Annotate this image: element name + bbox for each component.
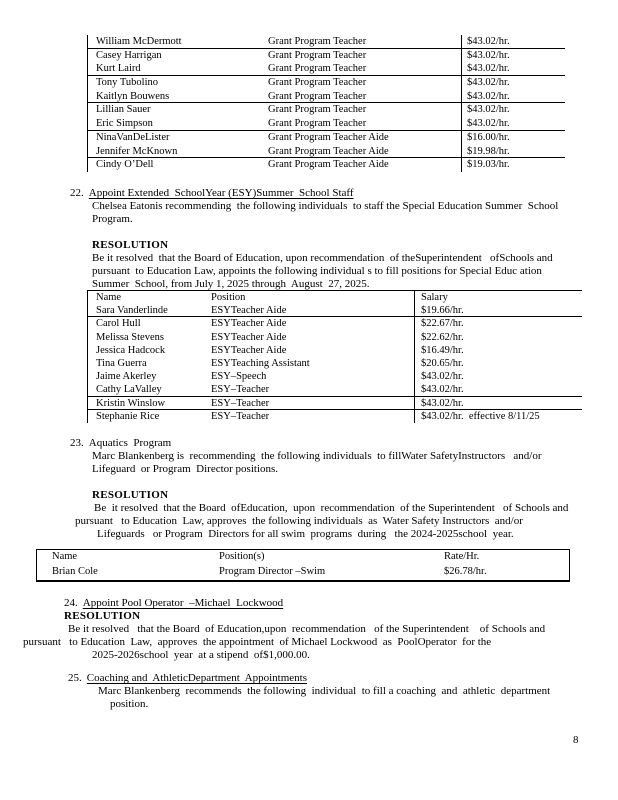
cell-position: ESY–Speech <box>211 371 267 383</box>
section-24-heading <box>64 597 283 610</box>
page-number: 8 <box>573 734 579 746</box>
cell-position: Grant Program Teacher <box>268 63 367 75</box>
cell-name: Jessica Hadcock <box>96 344 166 356</box>
section-title: Appoint Pool Operator –Michael Lockwood <box>82 597 284 609</box>
table-row <box>88 370 582 383</box>
table-row <box>88 317 582 330</box>
table-row <box>88 49 565 63</box>
section-24-resolution-line: Be it resolved that the Board of Education,upon recommendation of the Superintendent of Schools and <box>68 623 546 635</box>
cell-position: ESY–Teacher <box>211 384 270 396</box>
cell-name: Tony Tubolino <box>96 77 158 89</box>
section-title: Coaching and AthleticDepartment Appointments <box>86 672 308 684</box>
table-row <box>88 103 565 117</box>
table-header-row <box>88 291 582 304</box>
header-rate: Rate/Hr. <box>444 551 480 562</box>
aquatics-table <box>36 549 570 582</box>
header-name: Name <box>96 292 122 303</box>
cell-name: Casey Harrigan <box>96 49 162 61</box>
cell-position: Grant Program Teacher <box>268 90 367 102</box>
cell-position: Grant Program Teacher <box>268 77 367 89</box>
esy-staff-table <box>87 290 582 423</box>
cell-rate: $26.78/hr. <box>444 566 487 577</box>
table-row <box>37 565 569 580</box>
cell-salary: $22.67/hr. <box>414 317 582 330</box>
cell-name: Brian Cole <box>52 566 98 577</box>
cell-position: ESYTeacher Aide <box>211 318 287 330</box>
section-number: 24. <box>64 597 78 609</box>
cell-salary: $16.49/hr. <box>414 344 582 357</box>
section-23-resolution-line: Lifeguards or Program Directors for all swim programs during the 2024-2025school year. <box>97 528 514 540</box>
section-title: Appoint Extended SchoolYear (ESY)Summer School Staff <box>88 187 354 199</box>
section-22-heading <box>70 187 354 200</box>
table-header-row <box>37 550 569 565</box>
cell-salary: $43.02/hr. <box>414 370 582 383</box>
cell-position: Grant Program Teacher <box>268 104 367 116</box>
section-24-resolution-line: 2025-2026school year at a stipend of$1,000.00. <box>92 649 310 661</box>
cell-position: ESY–Teacher <box>211 410 270 422</box>
cell-rate: $43.02/hr. <box>461 62 565 75</box>
table-row <box>88 397 582 410</box>
cell-name: Cindy O’Dell <box>96 159 154 171</box>
cell-name: Stephanie Rice <box>96 410 160 422</box>
cell-position: ESYTeaching Assistant <box>211 357 310 369</box>
cell-position: Grant Program Teacher <box>268 49 367 61</box>
section-number: 25. <box>68 672 82 684</box>
cell-name: Sara Vanderlinde <box>96 305 168 317</box>
cell-name: Kurt Laird <box>96 63 141 75</box>
cell-name: Carol Hull <box>96 318 141 330</box>
cell-name: William McDermott <box>96 36 182 47</box>
section-23-resolution-line: Be it resolved that the Board ofEducation, upon recommendation of the Superintendent of Schools and <box>94 502 569 514</box>
cell-salary: $43.02/hr. effective 8/11/25 <box>414 410 582 423</box>
cell-name: Cathy LaValley <box>96 384 162 396</box>
table-row <box>88 62 565 76</box>
cell-salary: $19.66/hr. <box>414 304 582 316</box>
cell-rate: $43.02/hr. <box>461 49 565 63</box>
table-row <box>88 76 565 90</box>
cell-position: Grant Program Teacher <box>268 118 367 130</box>
cell-name: Eric Simpson <box>96 118 153 130</box>
header-name: Name <box>52 551 78 562</box>
table-row <box>88 158 565 172</box>
cell-name: Jennifer McKnown <box>96 145 178 157</box>
resolution-label: RESOLUTION <box>92 239 169 251</box>
cell-name: Jaime Akerley <box>96 371 157 383</box>
cell-rate: $16.00/hr. <box>461 131 565 145</box>
section-title: Aquatics Program <box>88 437 172 449</box>
cell-name: Melissa Stevens <box>96 331 164 343</box>
cell-position: ESYTeacher Aide <box>211 305 287 317</box>
cell-name: NinaVanDeLister <box>96 131 170 143</box>
section-24-resolution-line: pursuant to Education Law, approves the appointment of Michael Lockwood as PoolOperator for the <box>23 636 492 648</box>
cell-position: ESY–Teacher <box>211 397 270 409</box>
cell-position: ESYTeacher Aide <box>211 344 287 356</box>
cell-position: Grant Program Teacher Aide <box>268 159 389 171</box>
table-row <box>88 145 565 159</box>
section-22-resolution-line: pursuant to Education Law, appoints the following individual s to fill positions for Special Educ ation <box>92 265 542 277</box>
grant-staff-table <box>87 35 565 172</box>
cell-position: Grant Program Teacher Aide <box>268 145 389 157</box>
table-row <box>88 357 582 370</box>
section-22-resolution-line: Summer School, from July 1, 2025 through August 27, 2025. <box>92 278 370 290</box>
section-22-resolution-line: Be it resolved that the Board of Education, upon recommendation of theSuperintendent ofSchools and <box>92 252 553 264</box>
table-row <box>88 383 582 396</box>
table-row <box>88 35 565 49</box>
cell-rate: $43.02/hr. <box>461 35 565 48</box>
table-row <box>88 131 565 145</box>
cell-salary: $20.65/hr. <box>414 357 582 370</box>
cell-rate: $19.98/hr. <box>461 145 565 158</box>
resolution-label: RESOLUTION <box>92 489 169 501</box>
cell-name: Kristin Winslow <box>96 397 166 409</box>
table-row <box>88 117 565 131</box>
section-number: 23. <box>70 437 84 449</box>
cell-salary: $43.02/hr. <box>414 383 582 395</box>
section-25-body-line: position. <box>110 698 149 710</box>
cell-rate: $19.03/hr. <box>461 158 565 172</box>
cell-position: Grant Program Teacher <box>268 36 367 47</box>
section-23-body-line: Marc Blankenberg is recommending the following individuals to fillWater SafetyInstructors and/or <box>92 450 542 462</box>
resolution-label: RESOLUTION <box>64 610 141 622</box>
cell-position: Program Director –Swim <box>219 566 326 577</box>
section-23-resolution-line: pursuant to Education Law, approves the following individuals as Water Safety Instructors and/or <box>75 515 523 527</box>
header-position: Position(s) <box>219 551 265 562</box>
section-23-heading <box>70 437 171 450</box>
section-22-body-line: Chelsea Eatonis recommending the following individuals to staff the Special Education Summer School <box>92 200 559 212</box>
cell-rate: $43.02/hr. <box>461 76 565 90</box>
cell-name: Lillian Sauer <box>96 104 151 116</box>
cell-salary: $43.02/hr. <box>414 397 582 409</box>
header-salary: Salary <box>414 291 582 304</box>
section-number: 22. <box>70 187 84 199</box>
table-row <box>88 90 565 104</box>
section-25-body-line: Marc Blankenberg recommends the following individual to fill a coaching and athletic department <box>98 685 551 697</box>
section-22-body-line: Program. <box>92 213 133 225</box>
cell-position: ESYTeacher Aide <box>211 331 287 343</box>
cell-salary: $22.62/hr. <box>414 331 582 344</box>
table-row <box>88 331 582 344</box>
cell-name: Tina Guerra <box>96 357 147 369</box>
section-23-body-line: Lifeguard or Program Director positions. <box>92 463 279 475</box>
cell-rate: $43.02/hr. <box>461 90 565 103</box>
table-row <box>88 304 582 317</box>
cell-rate: $43.02/hr. <box>461 117 565 130</box>
table-row <box>88 344 582 357</box>
cell-name: Kaitlyn Bouwens <box>96 90 170 102</box>
section-25-heading <box>68 672 307 685</box>
header-position: Position <box>211 292 246 303</box>
cell-rate: $43.02/hr. <box>461 103 565 117</box>
cell-position: Grant Program Teacher Aide <box>268 131 389 143</box>
table-row <box>88 410 582 423</box>
